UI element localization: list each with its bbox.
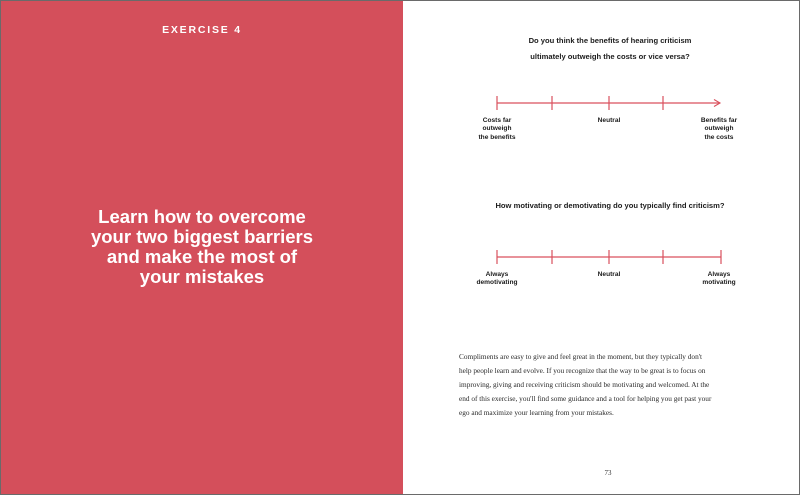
headline-line: Learn how to overcome bbox=[98, 206, 306, 227]
label-line: Always bbox=[707, 271, 731, 278]
headline-line: your mistakes bbox=[139, 266, 265, 287]
scale-1-right-label bbox=[684, 117, 754, 142]
headline bbox=[1, 207, 403, 287]
label-line: Neutral bbox=[597, 117, 621, 124]
label-line: Neutral bbox=[597, 271, 621, 278]
headline-line: your two biggest barriers bbox=[90, 226, 314, 247]
question-2 bbox=[403, 198, 800, 214]
body-line: end of this exercise, you'll find some guidance and a tool for helping you get past your bbox=[459, 394, 712, 403]
label-line: the costs bbox=[704, 133, 734, 141]
question-2-line: How motivating or demotivating do you typically find criticism? bbox=[495, 201, 725, 210]
label-line: Benefits far bbox=[700, 117, 738, 124]
scale-1 bbox=[497, 96, 720, 110]
body-line: improving, giving and receiving criticism should be motivating and welcomed. At the bbox=[459, 380, 710, 389]
label-line: Always bbox=[485, 271, 509, 278]
label-line: outweigh bbox=[482, 125, 512, 133]
body-paragraph bbox=[459, 350, 749, 420]
right-page bbox=[403, 1, 800, 495]
label-line: outweigh bbox=[704, 125, 734, 133]
label-line: demotivating bbox=[476, 279, 518, 287]
page-number: 73 bbox=[604, 469, 612, 477]
question-1-line: ultimately outweigh the costs or vice versa? bbox=[530, 52, 690, 61]
scale-1-left-label bbox=[462, 117, 532, 142]
body-line: Compliments are easy to give and feel great in the moment, but they typically don't bbox=[459, 352, 703, 361]
scale-2-left-label bbox=[462, 271, 532, 288]
scale-1-middle-label bbox=[574, 117, 644, 125]
scale-2 bbox=[497, 250, 721, 264]
rating-scales bbox=[403, 1, 800, 495]
label-line: Costs far bbox=[482, 117, 512, 124]
label-line: motivating bbox=[702, 279, 736, 287]
headline-line: and make the most of bbox=[106, 246, 298, 267]
scale-2-middle-label bbox=[574, 271, 644, 279]
question-1-line: Do you think the benefits of hearing criticism bbox=[528, 36, 692, 45]
label-line: the benefits bbox=[478, 133, 516, 141]
body-line: ego and maximize your learning from your mistakes. bbox=[459, 408, 614, 417]
scale-2-right-label bbox=[684, 271, 754, 288]
body-line: help people learn and evolve. If you recognize that the way to be great is to focus on bbox=[459, 366, 706, 375]
left-page bbox=[1, 1, 403, 495]
exercise-label: EXERCISE 4 bbox=[162, 24, 242, 36]
